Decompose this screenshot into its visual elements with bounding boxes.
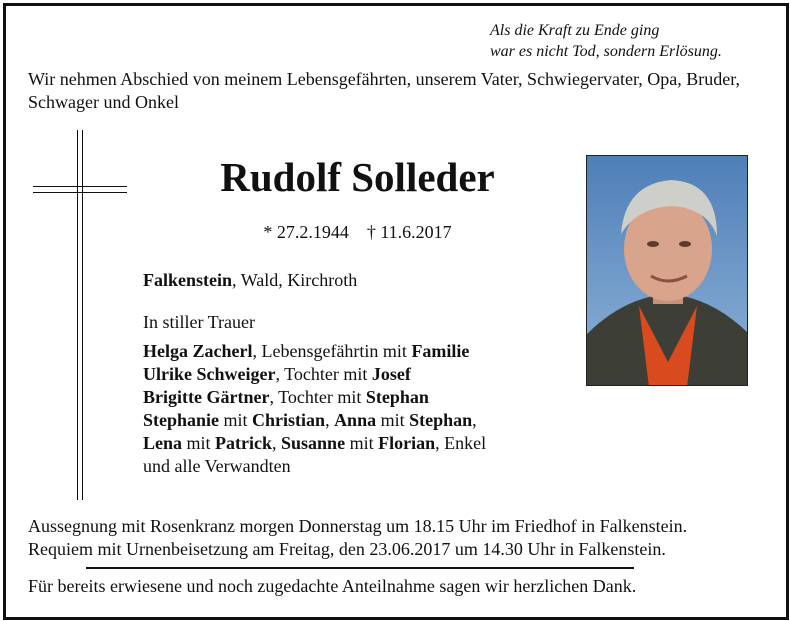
quote-line-2: war es nicht Tod, sondern Erlösung.: [490, 43, 722, 60]
mourner-text: , Tochter mit: [269, 387, 366, 407]
mourner-name: Brigitte Gärtner: [143, 387, 270, 407]
mourner-text: und alle Verwandten: [143, 456, 291, 476]
mourner-name: Josef: [371, 364, 411, 384]
mourner-line: [143, 340, 486, 363]
portrait-photo: [586, 155, 748, 386]
mourner-line: [143, 409, 486, 432]
mourner-text: ,: [472, 410, 477, 430]
mourner-name: Stephan: [365, 387, 429, 407]
mourner-text: mit: [376, 410, 410, 430]
mourner-name: Stephanie: [143, 410, 220, 430]
death-date: † 11.6.2017: [366, 222, 452, 242]
mourner-text: mit: [345, 433, 379, 453]
mourner-name: Familie: [411, 341, 470, 361]
mourner-text: ,: [272, 433, 282, 453]
mourner-name: Christian: [252, 410, 326, 430]
mourner-name: Susanne: [281, 433, 346, 453]
mourner-line: [143, 363, 486, 386]
intro-text: Wir nehmen Abschied von meinem Lebensgefährten, unserem Vater, Schwiegervater, Opa, Bruder, Schwager und Onkel: [28, 69, 741, 112]
mourner-text: , Lebensgefährtin mit: [252, 341, 412, 361]
mourner-text: , Tochter mit: [275, 364, 372, 384]
mourners-list: [143, 340, 486, 478]
quote-line-1: Als die Kraft zu Ende ging: [490, 22, 660, 39]
ceremony-line-1: Aussegnung mit Rosenkranz morgen Donnerstag um 18.15 Uhr im Friedhof in Falkenstein.: [28, 516, 688, 536]
mourner-name: Stephan: [409, 410, 473, 430]
life-dates: [130, 222, 585, 243]
epitaph-quote: [490, 20, 722, 62]
place-rest: , Wald, Kirchroth: [232, 270, 358, 290]
mourner-name: Anna: [334, 410, 377, 430]
place-line: [143, 270, 357, 291]
mourner-line: [143, 432, 486, 455]
mourner-text: ,: [325, 410, 335, 430]
mourner-text: mit: [219, 410, 253, 430]
ceremony-line-2: Requiem mit Urnenbeisetzung am Freitag, den 23.06.2017 um 14.30 Uhr in Falkenstein.: [28, 539, 666, 559]
mourner-text: , Enkel: [435, 433, 487, 453]
mourner-name: Patrick: [215, 433, 273, 453]
mourning-label: In stiller Trauer: [143, 312, 255, 332]
mourner-text: mit: [182, 433, 216, 453]
thanks-text: Für bereits erwiesene und noch zugedachte Anteilnahme sagen wir herzlichen Dank.: [28, 576, 637, 596]
birth-date: * 27.2.1944: [263, 222, 349, 242]
mourner-line: [143, 455, 486, 478]
ceremony-info: [28, 515, 778, 561]
place-main: Falkenstein: [143, 270, 233, 290]
mourner-name: Helga Zacherl: [143, 341, 253, 361]
deceased-name: Rudolf Solleder: [220, 154, 495, 200]
mourner-name: Florian: [378, 433, 436, 453]
cross-icon: [30, 130, 130, 500]
mourner-name: Lena: [143, 433, 183, 453]
mourner-name: Ulrike Schweiger: [143, 364, 276, 384]
mourner-line: [143, 386, 486, 409]
divider-line: [86, 567, 634, 569]
